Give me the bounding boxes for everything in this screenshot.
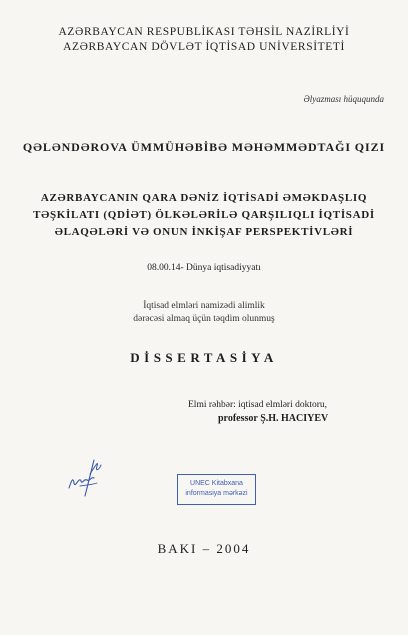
degree-line: dərəcəsi almaq üçün təqdim olunmuş xyxy=(133,314,275,324)
stamp-line: UNEC Kitabxana xyxy=(190,480,243,487)
degree-line: İqtisad elmləri namizədi alimlik xyxy=(143,301,265,311)
scientific-advisor xyxy=(188,398,328,426)
title-line: ƏLAQƏLƏRİ VƏ ONUN İNKİŞAF PERSPEKTİVLƏRİ xyxy=(54,226,354,238)
signature-icon xyxy=(63,452,113,500)
advisor-name: Ş.H. HACIYEV xyxy=(260,413,329,424)
manuscript-rights-note: Əlyazması hüququnda xyxy=(303,94,384,104)
city-year: BAKI – 2004 xyxy=(157,541,251,556)
stamp-line: informasiya mərkəzi xyxy=(185,490,248,497)
document-genre: DİSSERTASİYA xyxy=(130,350,278,365)
author-name: QƏLƏNDƏROVA ÜMMÜHƏBİBƏ MƏHƏMMƏDTAĞI QIZI xyxy=(22,140,386,154)
university-name: AZƏRBAYCAN DÖVLƏT İQTİSAD UNİVERSİTETİ xyxy=(63,41,345,53)
title-line: TƏŞKİLATI (QDİƏT) ÖLKƏLƏRİLƏ QARŞILIQLI İQTİSADİ xyxy=(33,209,375,221)
dissertation-title xyxy=(0,190,408,241)
title-line: AZƏRBAYCANIN QARA DƏNİZ İQTİSADİ ƏMƏKDAŞLIQ xyxy=(40,192,368,204)
degree-statement xyxy=(0,300,408,326)
advisor-label: Elmi rəhbər: xyxy=(188,400,236,410)
library-stamp xyxy=(177,474,256,505)
advisor-rank: iqtisad elmləri doktoru, xyxy=(238,400,328,410)
ministry-name: AZƏRBAYCAN RESPUBLİKASI TƏHSİL NAZİRLİYİ xyxy=(58,26,350,38)
specialty-code: 08.00.14- Dünya iqtisadiyyatı xyxy=(147,263,261,273)
advisor-title: professor xyxy=(218,413,258,424)
